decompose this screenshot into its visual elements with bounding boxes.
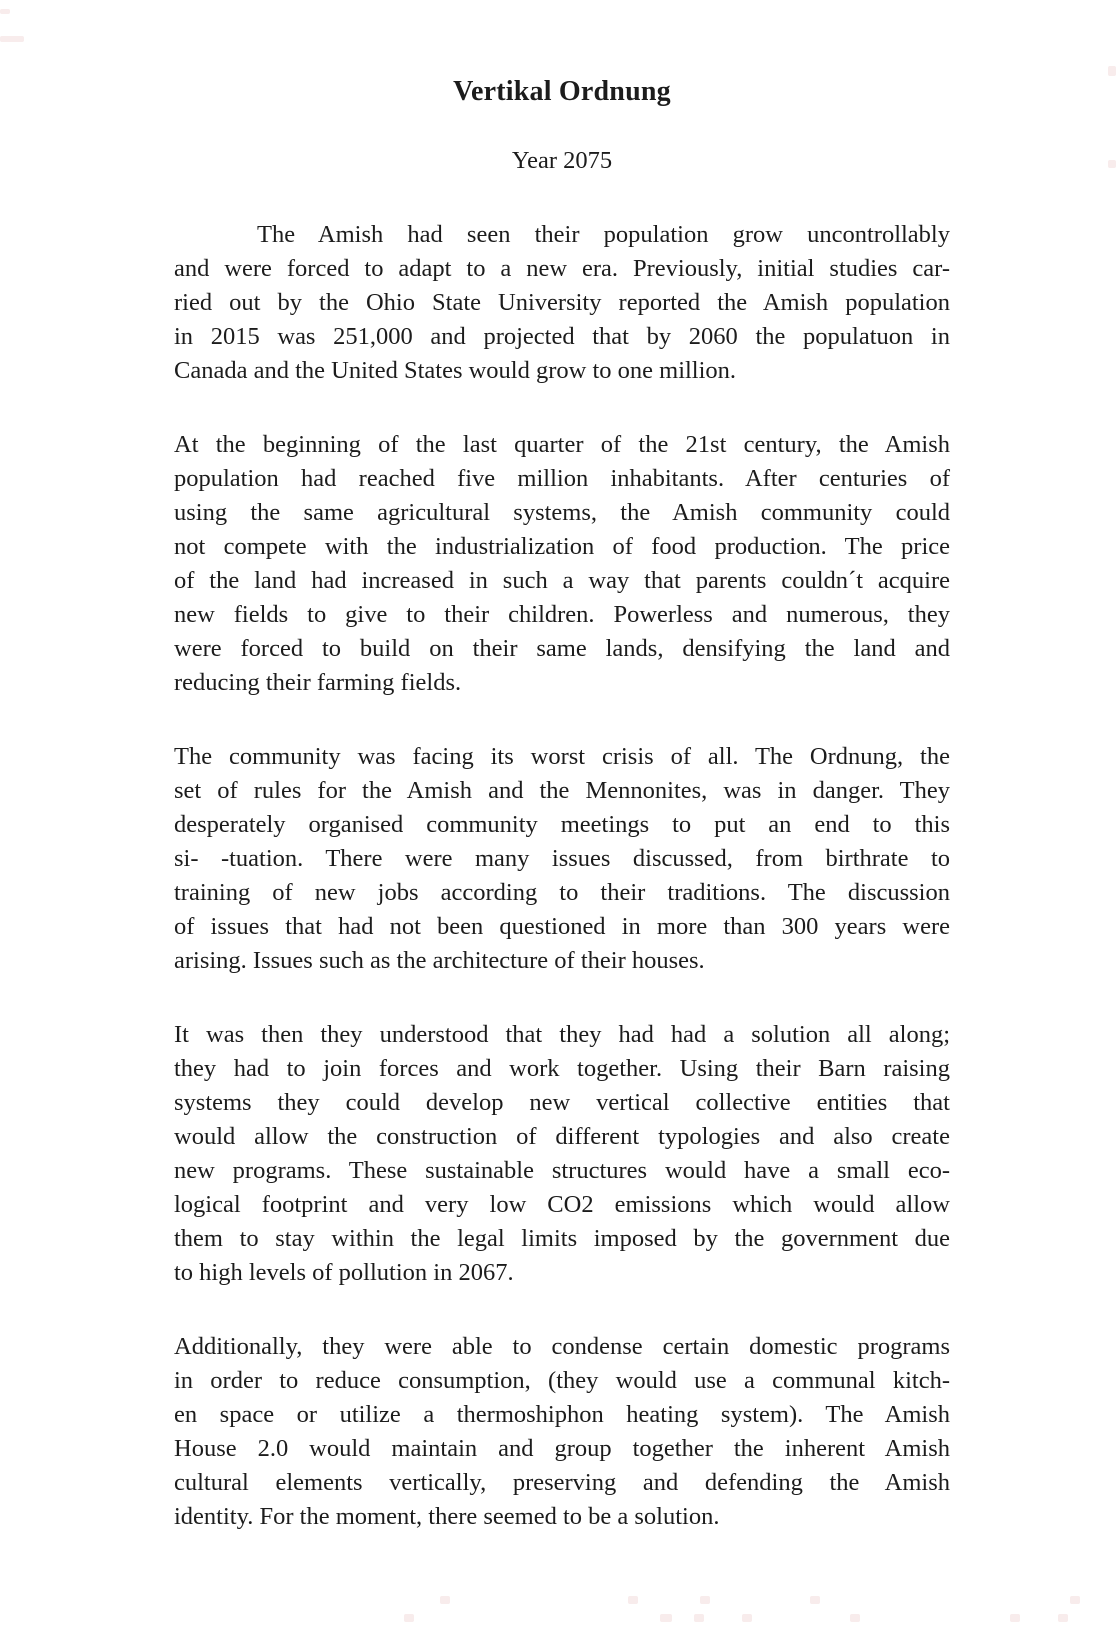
scan-artifact-mark	[0, 36, 24, 42]
text-line: si- -tuation. There were many issues discussed, from birthrate to	[174, 845, 950, 872]
text-line: arising. Issues such as the architecture of their houses.	[174, 947, 705, 974]
paragraph	[174, 428, 950, 700]
text-line: The Amish had seen their population grow uncontrollably	[257, 221, 950, 248]
paragraph	[174, 1018, 950, 1290]
document-body	[174, 218, 950, 1534]
text-line: in order to reduce consumption, (they would use a communal kitch-	[174, 1367, 950, 1394]
paragraph	[174, 740, 950, 978]
paragraph	[174, 218, 950, 388]
text-line: cultural elements vertically, preserving and defending the Amish	[174, 1469, 950, 1496]
scan-artifact-mark	[700, 1596, 710, 1604]
text-line: logical footprint and very low CO2 emissions which would allow	[174, 1191, 950, 1218]
scan-artifact-mark	[810, 1596, 820, 1604]
text-line: would allow the construction of different typologies and also create	[174, 1123, 950, 1150]
scan-artifact-mark	[742, 1614, 752, 1622]
text-line: At the beginning of the last quarter of the 21st century, the Amish	[174, 431, 950, 458]
text-line: set of rules for the Amish and the Mennonites, was in danger. They	[174, 777, 950, 804]
text-line: in 2015 was 251,000 and projected that by 2060 the populatuon in	[174, 323, 950, 350]
text-line: using the same agricultural systems, the Amish community could	[174, 499, 950, 526]
text-line: population had reached five million inhabitants. After centuries of	[174, 465, 950, 492]
scan-artifact-mark	[1070, 1596, 1080, 1604]
text-line: new programs. These sustainable structures would have a small eco-	[174, 1157, 950, 1184]
document-title: Vertikal Ordnung	[453, 76, 671, 107]
scan-artifact-mark	[850, 1614, 860, 1622]
text-line: Additionally, they were able to condense certain domestic programs	[174, 1333, 950, 1360]
scan-artifact-mark	[694, 1614, 704, 1622]
text-line: were forced to build on their same lands, densifying the land and	[174, 635, 950, 662]
text-line: of issues that had not been questioned in more than 300 years were	[174, 913, 950, 940]
text-line: systems they could develop new vertical collective entities that	[174, 1089, 950, 1116]
text-line: en space or utilize a thermoshiphon heating system). The Amish	[174, 1401, 950, 1428]
text-line: new fields to give to their children. Powerless and numerous, they	[174, 601, 950, 628]
text-line: and were forced to adapt to a new era. Previously, initial studies car-	[174, 255, 950, 282]
text-line: of the land had increased in such a way that parents couldn´t acquire	[174, 567, 950, 594]
text-line: desperately organised community meetings to put an end to this	[174, 811, 950, 838]
text-line: House 2.0 would maintain and group together the inherent Amish	[174, 1435, 950, 1462]
text-line: The community was facing its worst crisis of all. The Ordnung, the	[174, 743, 950, 770]
text-line: training of new jobs according to their traditions. The discussion	[174, 879, 950, 906]
text-line: reducing their farming fields.	[174, 669, 462, 696]
scan-artifact-mark	[404, 1614, 414, 1622]
text-line: they had to join forces and work together. Using their Barn raising	[174, 1055, 950, 1082]
scan-artifact-mark	[628, 1596, 638, 1604]
scan-artifact-mark	[1058, 1614, 1068, 1622]
text-line: Canada and the United States would grow to one million.	[174, 357, 737, 384]
text-line: identity. For the moment, there seemed to be a solution.	[174, 1503, 720, 1530]
scan-artifact-mark	[440, 1596, 450, 1604]
document-subtitle: Year 2075	[511, 147, 613, 174]
text-line: not compete with the industrialization of food production. The price	[174, 533, 950, 560]
text-line: It was then they understood that they had had a solution all along;	[174, 1021, 950, 1048]
scan-artifact-mark	[1108, 160, 1116, 168]
text-line: ried out by the Ohio State University reported the Amish population	[174, 289, 950, 316]
scan-artifact-mark	[1010, 1614, 1020, 1622]
scan-artifact-mark	[1108, 66, 1116, 76]
paragraph	[174, 1330, 950, 1534]
scan-artifact-mark	[660, 1614, 672, 1622]
text-line: to high levels of pollution in 2067.	[174, 1259, 514, 1286]
text-line: them to stay within the legal limits imposed by the government due	[174, 1225, 950, 1252]
scan-artifact-mark	[0, 9, 10, 14]
